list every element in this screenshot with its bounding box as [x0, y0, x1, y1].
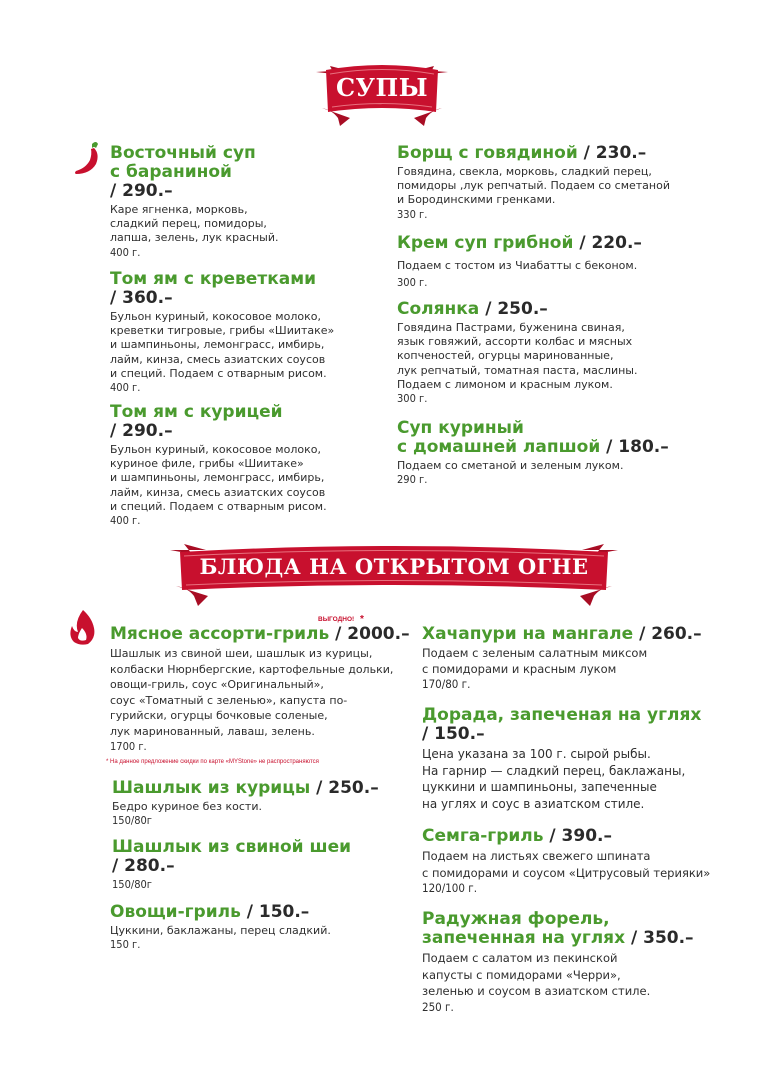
grill-desc: Цуккини, баклажаны, перец сладкий. [110, 924, 331, 937]
grill-desc: Подаем с зеленым салатным миксом с помидорами и красным луком [422, 646, 648, 676]
grill-price: / 350.– [630, 928, 694, 948]
grill-shashlik-pork [112, 838, 351, 892]
chili-pepper-icon [70, 140, 104, 182]
soup-title: Крем суп грибной / 220.– [397, 233, 642, 253]
soup-price: / 290.– [110, 181, 173, 201]
soup-weight: 400 г. [110, 514, 141, 528]
grill-title: БЛЮДА НА ОТКРЫТОМ ОГНЕ [199, 554, 589, 579]
soup-vostochny [110, 144, 278, 260]
soup-chicken [397, 419, 669, 487]
grill-desc: Цена указана за 100 г. сырой рыбы. На гарнир — сладкий перец, баклажаны, цуккини и шампиньоны, запеченные на углях и соус в азиатском стиле. [422, 747, 686, 811]
soup-borsch [397, 144, 670, 222]
grill-price: / 250.– [316, 778, 379, 798]
soup-title: Восточный суп с бараниной / 290.– [110, 143, 256, 201]
soup-tomyam-shrimp [110, 270, 334, 395]
grill-khachapuri [422, 625, 702, 691]
grill-weight: 250 г. [422, 999, 454, 1014]
soup-price: / 230.– [583, 143, 647, 163]
soup-title: Солянка / 250.– [397, 299, 548, 319]
grill-banner [166, 540, 622, 610]
grill-assorti [110, 625, 410, 754]
grill-vegetables [110, 903, 331, 952]
soups-title: СУПЫ [335, 73, 429, 102]
soup-weight: 400 г. [110, 245, 141, 259]
grill-price: / 260.– [639, 624, 702, 644]
grill-desc: Бедро куриное без кости. [112, 800, 262, 813]
grill-weight: 120/100 г. [422, 881, 477, 895]
soup-desc: Подаем со сметаной и зеленым луком. [397, 459, 624, 472]
grill-desc: Подаем на листьях свежего шпината с помидорами и соусом «Цитрусовый терияки» [422, 849, 711, 880]
grill-title: Шашлык из свиной шеи / 280.– [112, 837, 352, 876]
soup-desc: Бульон куриный, кокосовое молоко, куриное филе, грибы «Шиитаке» и шампиньоны, лемонграсс, имбирь, лайм, кинза, смесь азиатских соусов и специй. Подаем с отварным рисом. [110, 443, 327, 513]
soup-desc: Подаем с тостом из Чиабатты с беконом. [397, 259, 638, 272]
soup-price: / 180.– [606, 437, 669, 457]
grill-weight: 150/80г [112, 814, 153, 828]
grill-title: Дорада, запеченая на углях / 150.– [422, 705, 702, 744]
promo-label: ВЫГОДНО! [318, 616, 355, 623]
grill-title: Хачапури на мангале / 260.– [422, 624, 702, 644]
soup-title: Том ям с креветками / 360.– [110, 269, 317, 308]
grill-title: Радужная форель, запеченная на углях / 350.– [422, 909, 694, 948]
soup-weight: 400 г. [110, 381, 141, 395]
soup-desc: Говядина, свекла, морковь, сладкий перец, помидоры ,лук репчатый. Подаем со сметаной и Бородинскими гренками. [397, 165, 670, 207]
soup-desc: Говядина Пастрами, буженина свиная, язык говяжий, ассорти колбас и мясных копченостей, огурцы маринованные, лук репчатый, томатная паста, маслины. Подаем с лимоном и красным луком. [397, 321, 638, 391]
grill-price: / 280.– [112, 856, 175, 876]
soup-tomyam-chicken [110, 403, 327, 528]
soup-desc: Бульон куриный, кокосовое молоко, креветки тигровые, грибы «Шиитаке» и шампиньоны, лемонграсс, имбирь, лайм, кинза, смесь азиатских соусов и специй. Подаем с отварным рисом. [110, 310, 335, 380]
soups-banner [312, 60, 452, 130]
grill-semga [422, 827, 710, 895]
promo-star: * [360, 614, 364, 625]
grill-desc: Подаем с салатом из пекинской капусты с помидорами «Черри», зеленью и соусом в азиатском стиле. [422, 951, 651, 998]
soup-price: / 290.– [110, 421, 173, 441]
grill-desc: Шашлык из свиной шеи, шашлык из курицы, колбаски Нюрнбергские, картофельные дольки, овощи-гриль, соус «Оригинальный», соус «Томатный с зеленью», капуста по- гурийски, огурцы бочковые соленые, лук маринованный, лаваш, зелень. [110, 647, 394, 738]
grill-forel [422, 910, 694, 1014]
grill-price: / 150.– [422, 724, 485, 744]
grill-title: Семга-гриль / 390.– [422, 826, 612, 846]
soup-weight: 300 г. [397, 392, 428, 406]
grill-weight: 150/80г [112, 878, 153, 891]
grill-weight: 150 г. [110, 938, 141, 952]
soup-solyanka [397, 300, 638, 406]
grill-dorada [422, 706, 701, 812]
soup-cream [397, 234, 642, 290]
soup-weight: 300 г. [397, 276, 428, 290]
grill-shashlik-chicken [112, 779, 379, 828]
grill-price: / 2000.– [335, 624, 410, 644]
grill-title: Шашлык из курицы / 250.– [112, 778, 379, 798]
grill-title: Овощи-гриль / 150.– [110, 902, 310, 922]
grill-weight: 1700 г. [110, 740, 147, 753]
soup-price: / 360.– [110, 288, 173, 308]
soup-title: Том ям с курицей / 290.– [110, 402, 283, 441]
soup-title: Борщ с говядиной / 230.– [397, 143, 647, 163]
soup-title: Суп куриный с домашней лапшой / 180.– [397, 418, 669, 457]
soup-price: / 250.– [485, 299, 548, 319]
grill-price: / 390.– [549, 826, 612, 846]
soup-weight: 330 г. [397, 207, 428, 221]
grill-title: Мясное ассорти-гриль / 2000.– [110, 624, 410, 644]
discount-note: * На данное предложение скидки по карте «MYStone» не распространяются [106, 759, 319, 765]
grill-weight: 170/80 г. [422, 677, 471, 691]
soup-weight: 290 г. [397, 473, 428, 487]
flame-icon [66, 608, 100, 650]
grill-price: / 150.– [246, 902, 310, 922]
soup-desc: Каре ягненка, морковь, сладкий перец, помидоры, лапша, зелень, лук красный. [110, 203, 279, 245]
soup-price: / 220.– [579, 233, 642, 253]
